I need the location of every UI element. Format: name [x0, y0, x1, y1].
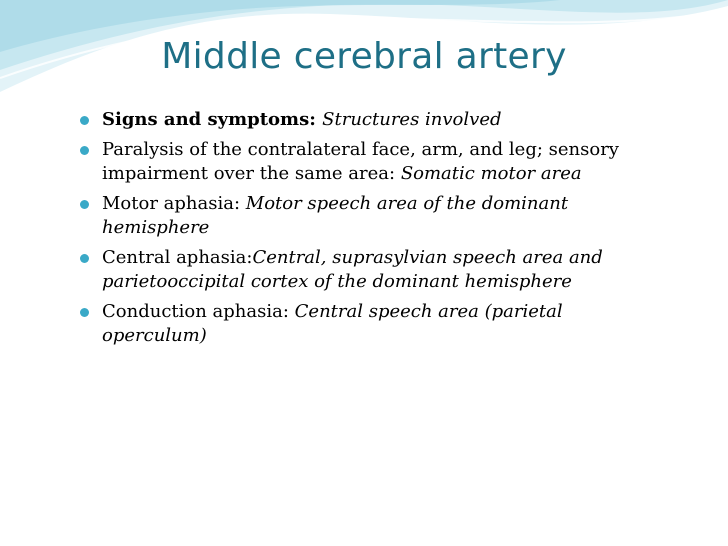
bullet-icon: [80, 254, 89, 263]
bullet-detail: Central speech area (parietal operculum): [102, 301, 563, 346]
bullet-lead: Motor aphasia:: [102, 193, 246, 214]
bullet-item: [76, 300, 666, 348]
bullet-item: [76, 138, 666, 186]
bullet-item: [76, 246, 666, 294]
bullet-item: [76, 192, 666, 240]
slide-title: Middle cerebral artery: [161, 36, 567, 77]
bullet-icon: [80, 308, 89, 317]
bullet-list: [76, 108, 666, 354]
bullet-item: [76, 108, 666, 132]
bullet-lead: Signs and symptoms:: [102, 109, 323, 130]
bullet-icon: [80, 146, 89, 155]
bullet-lead: Conduction aphasia:: [102, 301, 295, 322]
bullet-lead: Central aphasia:: [102, 247, 253, 268]
bullet-detail: Motor speech area of the dominant hemisphere: [102, 193, 569, 238]
bullet-detail: Somatic motor area: [400, 163, 582, 184]
bullet-icon: [80, 116, 89, 125]
bullet-detail: Structures involved: [322, 109, 502, 130]
bullet-detail: Central, suprasylvian speech area and parietooccipital cortex of the dominant hemisphere: [102, 247, 603, 292]
bullet-icon: [80, 200, 89, 209]
bullet-lead: Paralysis of the contralateral face, arm, and leg; sensory impairment over the same area:: [102, 139, 619, 184]
